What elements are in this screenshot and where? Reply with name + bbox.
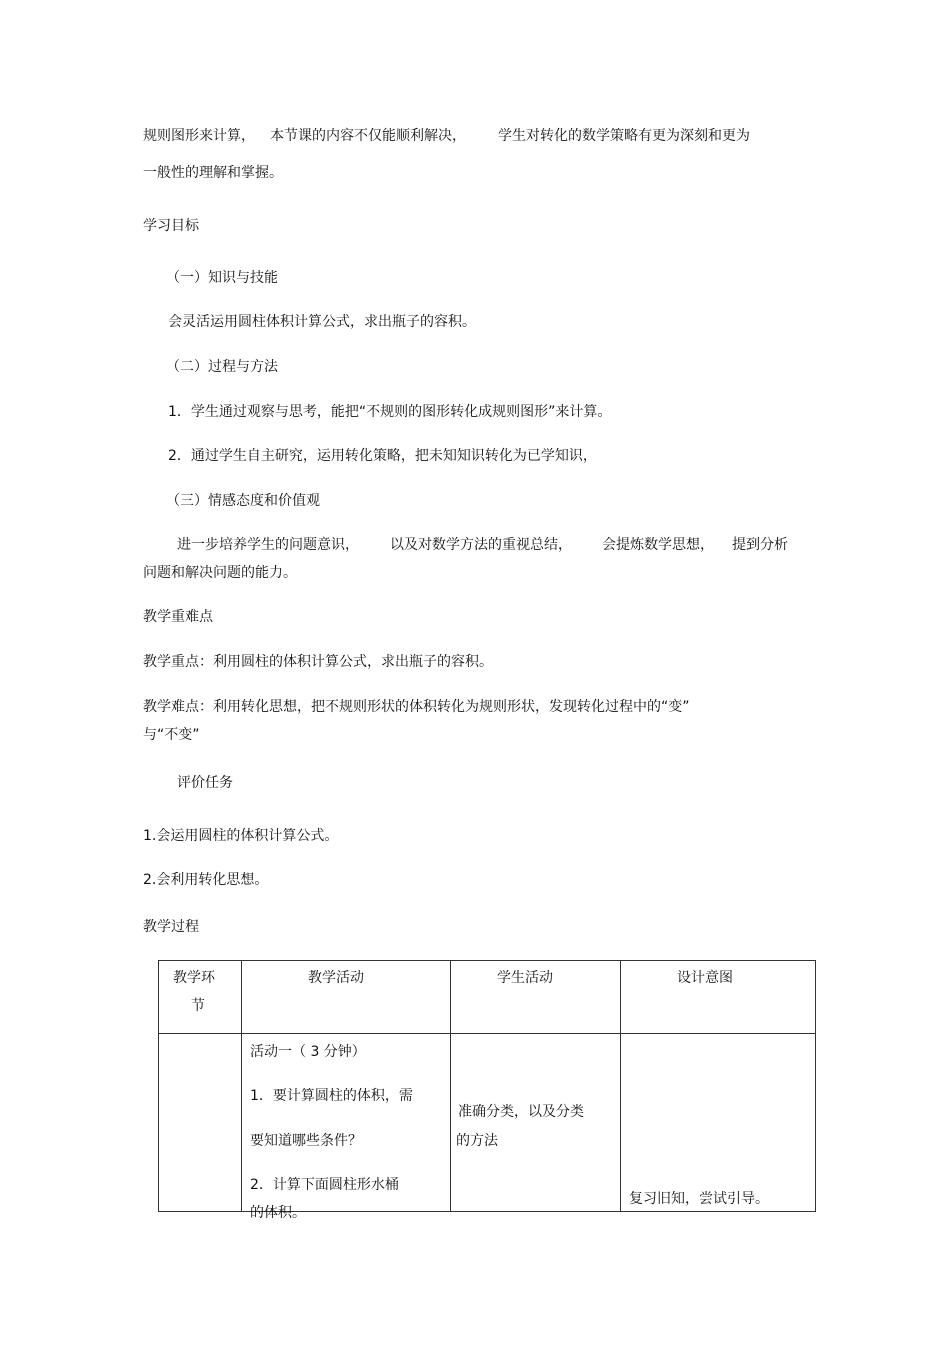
table-header-row: [159, 961, 816, 1034]
header-design-intent: 设计意图: [677, 970, 733, 986]
process-method-item-1: 1．学生通过观察与思考，能把“不规则的图形转化成规则图形”来计算。: [168, 404, 612, 420]
process-method-heading: （二）过程与方法: [166, 359, 278, 375]
row1-activity-q2-line1: 2．计算下面圆柱形水桶: [250, 1177, 399, 1193]
row1-activity-q1-line2: 要知道哪些条件？: [250, 1133, 362, 1149]
key-difficulty-line2: 与“不变”: [143, 727, 200, 743]
emotion-text-part-a: 进一步培养学生的问题意识，: [177, 537, 359, 553]
row1-activity-q1-line1: 1．要计算圆柱的体积，需: [250, 1088, 413, 1104]
header-cell-design-intent: [621, 961, 816, 1034]
row1-stage-cell: [159, 1034, 242, 1212]
teaching-process-table: [158, 960, 816, 1221]
row1-student-cell: [451, 1034, 621, 1212]
objectives-heading: 学习目标: [143, 218, 199, 234]
row1-student-line2: 的方法: [456, 1133, 498, 1149]
header-cell-stage: [159, 961, 242, 1034]
key-focus: 教学重点：利用圆柱的体积计算公式，求出瓶子的容积。: [143, 654, 493, 670]
header-stage-line2: 节: [191, 998, 205, 1014]
knowledge-heading: （一）知识与技能: [166, 270, 278, 286]
knowledge-text: 会灵活运用圆柱体积计算公式，求出瓶子的容积。: [168, 314, 476, 330]
row1-activity-q2-line2: 的体积。: [250, 1205, 306, 1221]
row1-activity-title: 活动一（ 3 分钟）: [250, 1044, 366, 1060]
emotion-text-line2: 问题和解决问题的能力。: [143, 565, 297, 581]
table-row: [159, 1034, 816, 1212]
process-heading: 教学过程: [143, 919, 199, 935]
emotion-text-part-d: 提到分析: [732, 537, 788, 553]
emotion-text-part-c: 会提炼数学思想，: [602, 537, 714, 553]
key-points-heading: 教学重难点: [143, 609, 213, 625]
header-student-activity: 学生活动: [497, 970, 553, 986]
evaluation-item-2: 2.会利用转化思想。: [143, 872, 269, 888]
row1-activity-cell: [242, 1034, 451, 1221]
intro-line1-part-b: 本节课的内容不仅能顺利解决，: [270, 128, 466, 144]
intro-line1-part-c: 学生对转化的数学策略有更为深刻和更为: [498, 128, 750, 144]
evaluation-item-1: 1.会运用圆柱的体积计算公式。: [143, 828, 339, 844]
intro-line2: 一般性的理解和掌握。: [143, 165, 283, 181]
header-stage-line1: 教学环: [173, 970, 215, 986]
intro-line1-part-a: 规则图形来计算，: [143, 128, 255, 144]
emotion-heading: （三）情感态度和价值观: [166, 493, 320, 509]
emotion-text-part-b: 以及对数学方法的重视总结，: [390, 537, 572, 553]
row1-intent-cell: [621, 1034, 816, 1212]
row1-intent: 复习旧知，尝试引导。: [629, 1191, 769, 1207]
key-difficulty-line1: 教学难点：利用转化思想，把不规则形状的体积转化为规则形状，发现转化过程中的“变”: [143, 699, 690, 715]
row1-student-line1: 准确分类，以及分类: [458, 1104, 584, 1120]
header-teaching-activity: 教学活动: [308, 970, 364, 986]
evaluation-heading: 评价任务: [177, 775, 233, 791]
header-cell-student-activity: [451, 961, 621, 1034]
process-method-item-2: 2．通过学生自主研究，运用转化策略，把未知知识转化为已学知识，: [168, 448, 597, 464]
header-cell-teaching-activity: [242, 961, 451, 1034]
